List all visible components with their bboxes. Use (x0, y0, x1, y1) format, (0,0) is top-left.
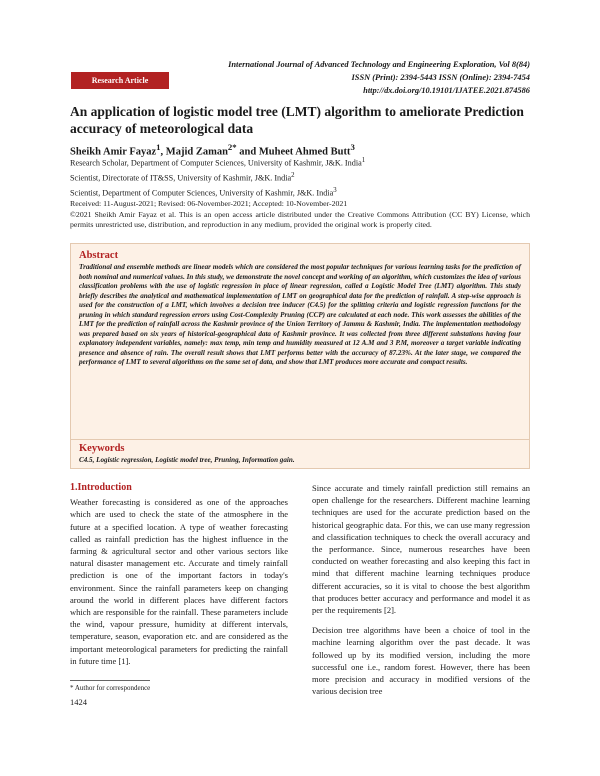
journal-doi[interactable]: http://dx.doi.org/10.19101/IJATEE.2021.874586 (363, 86, 530, 95)
abstract-text: Traditional and ensemble methods are linear models which are considered the most popular techniques for various learning tasks for the prediction of both nominal and numerical values. In this study, we demonstrate the novel concept and working of an algorithm, which customizes the idea of various classification problems with the use of logistic regression in place of linear regression, called a Logistic Model Tree (LMT) algorithm. This study briefly describes the analytical and mathematical implementation of LMT on geographical data for the prediction of rainfall. A step-wise approach is used for the construction of a LMT, which involves a decision tree inducer (C4.5) for the splitting criteria and logistic regression functions for the pruning in which standard regression errors using Cost-Complexity Pruning (CCP) are calculated at each node. This work assesses the abilities of the LMT for the prediction of rainfall across the Kashmir province of the Union Territory of Jammu & Kashmir, India. The implementation methodology was prepared based on six years of historical-geographical data of Kashmir province. It was collected from three different substations having four explanatory independent variables, namely: max temp, min temp and humidity measured at 12 A.M and 3 P.M, moreover a target variable indicating presence and absence of rain. The overall result shows that LMT performs better with the accuracy of 87.23%. At the later stage, we compared the performance of LMT to several algorithms on the same set of data, and show that LMT produces more accurate and compact results. (79, 263, 521, 367)
license-statement: ©2021 Sheikh Amir Fayaz et al. This is an open access article distributed under the Creative Commons Attribution (CC BY) License, which permits unrestricted use, distribution, and reproduction in any medium, provided the original work is properly cited. (70, 209, 530, 229)
keywords-heading: Keywords (79, 443, 125, 454)
journal-header (130, 58, 530, 97)
author-2-sup: 2* (227, 142, 237, 152)
affiliation-3: Scientist, Department of Computer Sciences, University of Kashmir, J&K. India$^3$ (70, 187, 337, 199)
intro-paragraph-2: Since accurate and timely rainfall prediction still remains an open challenge for the researchers. Different machine learning techniques are used for the accurate prediction based on the historical geographic data. For this, we can use many regression and classification techniques to check the overall accuracy and the performance. Since, numerous researches have been conducted on weather forecasting and also keeping this fact in mind that different machine learning techniques produce different accuracies, so it is vital to choose the best algorithm that produces better accuracy and performance and model it as per the requirements [2]. (312, 483, 530, 616)
introduction-heading: 1.Introduction (70, 482, 132, 493)
affiliations (70, 155, 540, 201)
author-3-sup: 3 (350, 142, 355, 152)
author-2: , Majid Zaman (160, 146, 228, 158)
author-1-sup: 1 (156, 142, 161, 152)
keywords-text: C4.5, Logistic regression, Logistic model tree, Pruning, Information gain. (79, 456, 295, 464)
keywords-section (70, 439, 530, 469)
article-type-badge: Research Article (71, 72, 169, 89)
paper-title: An application of logistic model tree (LMT) algorithm to ameliorate Prediction accuracy of meteorological data (70, 104, 524, 136)
body-column-left (70, 482, 288, 667)
affiliation-1: Research Scholar, Department of Computer Sciences, University of Kashmir, J&K. India$^1$ (70, 157, 366, 168)
intro-paragraph-1: Weather forecasting is considered as one of the approaches which are used to check the state of the atmosphere in the future at a specified location. A type of weather forecasting called as rainfall prediction has the highest influence in the farming & agricultural sector and other various sectors like natural disaster management etc. Accurate and timely rainfall prediction is one of the important factors in today's environment. Since the rainfall parameters keep on changing around the world in different places have different factors which are responsible for the rainfall. These parameters include the wind, vapour pressure, humidity at different intervals, temperature, season, evaporation etc. and are considered as the important meteorological parameters for predicting the rainfall in future time [1]. (70, 497, 288, 666)
page-number: 1424 (70, 697, 87, 707)
article-history (70, 199, 530, 231)
received-dates: Received: 11-August-2021; Revised: 06-November-2021; Accepted: 10-November-2021 (70, 199, 348, 208)
author-3: and Muheet Ahmed Butt (236, 146, 351, 158)
journal-name: International Journal of Advanced Technology and Engineering Exploration, Vol 8(84) (228, 60, 530, 69)
abstract-heading: Abstract (79, 250, 119, 261)
footnote-divider (70, 680, 150, 681)
author-1: Sheikh Amir Fayaz (70, 146, 157, 158)
body-column-right (312, 482, 530, 697)
affiliation-2: Scientist, Directorate of IT&SS, University of Kashmir, J&K. India$^2$ (70, 172, 295, 183)
intro-paragraph-3: Decision tree algorithms have been a choice of tool in the machine learning algorithm over the past decade. It was followed up by its modified version, including the more successful one i.e., random forest. However, there has been more precision and accuracy in modified versions of the various decision tree (312, 625, 530, 697)
correspondence-footnote: * Author for correspondence (70, 684, 151, 692)
journal-issn: ISSN (Print): 2394-5443 ISSN (Online): 2394-7454 (351, 73, 530, 82)
abstract-section (70, 243, 530, 450)
